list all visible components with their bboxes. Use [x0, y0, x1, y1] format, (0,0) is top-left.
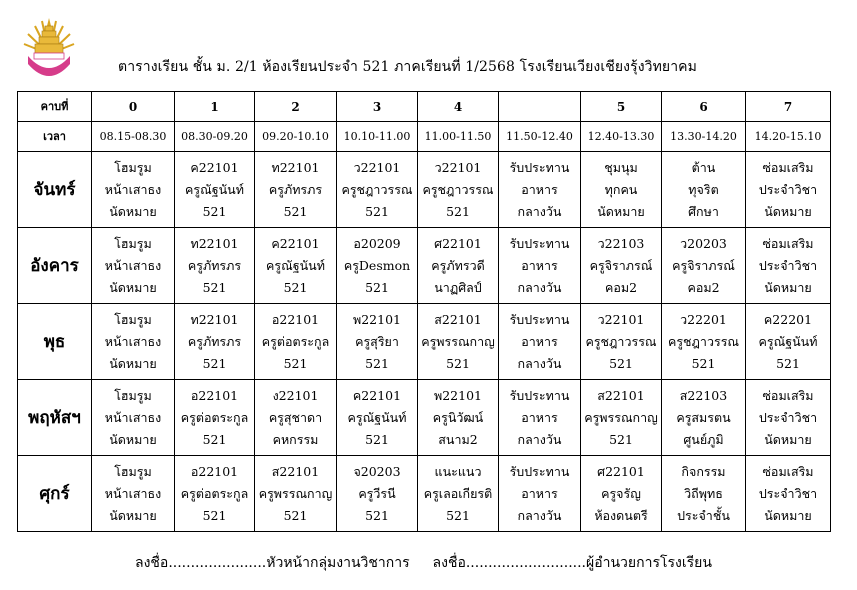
class-cell [499, 152, 581, 228]
class-cell-line: พ22101 [352, 311, 401, 327]
class-cell-line: คอม2 [604, 279, 638, 295]
class-cell-line: 521 [365, 203, 389, 219]
period-time: 11.00-11.50 [418, 122, 499, 152]
class-cell-line: 521 [202, 507, 227, 523]
day-name: ศุกร์ [18, 456, 92, 532]
class-cell-line: ประจำวิชา [758, 257, 818, 273]
class-cell-line: กลางวัน [517, 203, 562, 219]
class-cell-line: 521 [365, 355, 389, 371]
class-cell-line: ครูณัฐนันท์ [758, 333, 818, 349]
class-cell [175, 380, 255, 456]
class-cell-line: ประจำวิชา [758, 409, 818, 425]
class-cell [581, 380, 662, 456]
class-cell-line: ว20203 [680, 235, 727, 251]
class-cell [255, 380, 337, 456]
class-cell [92, 380, 175, 456]
class-cell-line: ต้าน [691, 159, 716, 175]
class-cell-line: ท22101 [190, 311, 239, 327]
class-cell-line: ครูภัทรภร [187, 257, 242, 273]
class-cell-line: ซ่อมเสริม [762, 463, 814, 479]
class-cell-line: กลางวัน [517, 507, 562, 523]
period-time: 11.50-12.40 [499, 122, 581, 152]
class-cell-line: รับประทาน [509, 235, 570, 251]
class-cell-line: โฮมรูม [114, 463, 152, 479]
class-cell [499, 380, 581, 456]
class-cell [92, 456, 175, 532]
class-cell-line: ครูพรรณกาญ [421, 333, 495, 349]
class-cell-line: ครูเลอเกียรติ [423, 485, 493, 501]
period-number: 0 [92, 92, 175, 122]
class-cell-line: 521 [202, 431, 227, 447]
class-cell [746, 380, 831, 456]
class-cell [175, 456, 255, 532]
class-cell-line: ประจำวิชา [758, 485, 818, 501]
class-cell-line: คอม2 [687, 279, 720, 295]
class-cell-line: จ20203 [353, 463, 401, 479]
class-cell-line: ครูจรัญ [601, 485, 641, 501]
class-cell [337, 380, 418, 456]
class-cell-line: ศูนย์ภูมิ [683, 431, 724, 447]
class-cell-line: หน้าเสาธง [104, 409, 162, 425]
period-time: 12.40-13.30 [581, 122, 662, 152]
class-cell-line: คหกรรม [272, 431, 319, 447]
class-cell-line: 521 [446, 355, 470, 371]
class-cell [499, 304, 581, 380]
period-number: 2 [255, 92, 337, 122]
period-label: คาบที่ [18, 92, 92, 122]
class-cell-line: กลางวัน [517, 279, 562, 295]
period-time: 10.10-11.00 [337, 122, 418, 152]
class-cell [581, 456, 662, 532]
signature-area [135, 552, 712, 574]
class-cell [175, 152, 255, 228]
class-cell-line: ซ่อมเสริม [762, 159, 814, 175]
class-cell-line: ว22101 [353, 159, 401, 175]
class-cell-line: 521 [283, 355, 308, 371]
class-cell-line: นัดหมาย [109, 355, 157, 371]
class-cell-line: 521 [365, 507, 389, 523]
class-cell-line: นัดหมาย [764, 431, 812, 447]
class-cell-line: ง22101 [272, 387, 319, 403]
class-cell-line: ครูต่อตระกูล [180, 409, 249, 425]
period-number: 6 [662, 92, 746, 122]
class-cell-line: พ22101 [433, 387, 482, 403]
class-cell-line: ท22101 [190, 235, 239, 251]
class-cell-line: ท22101 [271, 159, 320, 175]
class-cell [662, 152, 746, 228]
class-cell-line: ซ่อมเสริม [762, 235, 814, 251]
class-cell-line: ว22101 [597, 311, 645, 327]
class-cell-line: 521 [776, 355, 800, 371]
class-cell-line: นัดหมาย [597, 203, 645, 219]
class-cell-line: ศ22101 [597, 463, 645, 479]
class-cell [499, 456, 581, 532]
class-cell-line: ครูวีรนี [358, 485, 396, 501]
class-cell-line: ครูจิราภรณ์ [589, 257, 653, 273]
class-cell [746, 228, 831, 304]
time-label: เวลา [18, 122, 92, 152]
class-cell [418, 228, 499, 304]
class-cell-line: 521 [202, 279, 227, 295]
class-cell [255, 304, 337, 380]
class-cell [418, 152, 499, 228]
class-cell [746, 456, 831, 532]
class-cell-line: ครูพรรณกาญ [584, 409, 658, 425]
timetable [17, 91, 831, 532]
class-cell [746, 304, 831, 380]
class-cell-line: 521 [446, 507, 470, 523]
day-name: พฤหัสฯ [18, 380, 92, 456]
class-cell [337, 304, 418, 380]
class-cell-line: ศึกษา [688, 203, 719, 219]
class-cell-line: ส22103 [679, 387, 728, 403]
class-cell-line: ชุมนุม [604, 159, 638, 175]
class-cell [662, 456, 746, 532]
class-cell-line: ค22101 [271, 235, 320, 251]
class-cell-line: นัดหมาย [109, 203, 157, 219]
period-time: 08.30-09.20 [175, 122, 255, 152]
class-cell-line: นัดหมาย [109, 431, 157, 447]
class-cell [418, 456, 499, 532]
class-cell-line: ครูชฎาวรรณ [585, 333, 657, 349]
class-cell-line: โฮมรูม [114, 311, 152, 327]
class-cell-line: ครูณัฐนันท์ [266, 257, 325, 273]
class-cell [337, 456, 418, 532]
class-cell-line: นัดหมาย [764, 203, 812, 219]
class-cell [662, 304, 746, 380]
class-cell-line: 521 [365, 279, 389, 295]
period-time: 14.20-15.10 [746, 122, 831, 152]
period-number: 3 [337, 92, 418, 122]
class-cell-line: ค22101 [190, 159, 239, 175]
class-cell-line: ครูภัทรภร [268, 181, 323, 197]
class-cell-line: อ22101 [190, 387, 239, 403]
class-cell-line: รับประทาน [509, 463, 570, 479]
class-cell-line: ครูDesmon [343, 257, 411, 273]
class-cell-line: หน้าเสาธง [104, 181, 162, 197]
class-cell-line: สนาม2 [438, 431, 478, 447]
period-number: 5 [581, 92, 662, 122]
class-cell-line: 521 [283, 507, 308, 523]
period-number [499, 92, 581, 122]
class-cell-line: นัดหมาย [109, 279, 157, 295]
day-row [18, 380, 831, 456]
class-cell-line: ส22101 [434, 311, 482, 327]
class-cell-line: โฮมรูม [114, 159, 152, 175]
period-number: 4 [418, 92, 499, 122]
school-emblem-icon [20, 14, 78, 88]
class-cell [255, 228, 337, 304]
class-cell-line: ห้องดนตรี [594, 507, 648, 523]
class-cell-line: โฮมรูม [114, 235, 152, 251]
day-row [18, 304, 831, 380]
class-cell-line: ครูต่อตระกูล [261, 333, 330, 349]
class-cell-line: อ22101 [190, 463, 239, 479]
class-cell-line: ครูสุชาดา [268, 409, 323, 425]
class-cell-line: กลางวัน [517, 431, 562, 447]
class-cell-line: ส22101 [271, 463, 320, 479]
day-name: อังคาร [18, 228, 92, 304]
class-cell-line: 521 [446, 203, 470, 219]
class-cell-line: ศ22101 [434, 235, 482, 251]
class-cell-line: ครูสมรตน [676, 409, 731, 425]
class-cell-line: ซ่อมเสริม [762, 387, 814, 403]
class-cell-line: รับประทาน [509, 387, 570, 403]
class-cell-line: นัดหมาย [764, 507, 812, 523]
class-cell-line: 521 [202, 203, 227, 219]
class-cell-line: ส22101 [597, 387, 645, 403]
class-cell [662, 380, 746, 456]
class-cell [662, 228, 746, 304]
class-cell-line: อาหาร [521, 409, 558, 425]
signature-academic-head: ลงชื่อ......................หัวหน้ากลุ่มงานวิชาการ [135, 555, 410, 571]
signature-director: ลงชื่อ...........................ผู้อำนวยการโรงเรียน [432, 555, 712, 571]
page-title: ตารางเรียน ชั้น ม. 2/1 ห้องเรียนประจำ 521 ภาคเรียนที่ 1/2568 โรงเรียนเวียงเชียงรุ้งวิทยาคม [118, 59, 697, 75]
class-cell-line: 521 [691, 355, 716, 371]
period-time: 13.30-14.20 [662, 122, 746, 152]
class-cell-line: ทุจริต [688, 181, 719, 197]
class-cell-line: กิจกรรม [681, 463, 726, 479]
period-time: 08.15-08.30 [92, 122, 175, 152]
day-row [18, 456, 831, 532]
class-cell [418, 304, 499, 380]
class-cell-line: ครูภัทรวดี [431, 257, 485, 273]
day-row [18, 152, 831, 228]
period-header-row [18, 92, 831, 122]
class-cell-line: ครูนิวัฒน์ [432, 409, 484, 425]
class-cell [499, 228, 581, 304]
class-cell [255, 456, 337, 532]
class-cell [255, 152, 337, 228]
class-cell-line: 521 [365, 431, 389, 447]
class-cell-line: ค22101 [352, 387, 402, 403]
class-cell-line: ครูพรรณกาญ [258, 485, 333, 501]
class-cell-line: อ20209 [353, 235, 401, 251]
class-cell-line: อาหาร [521, 257, 558, 273]
class-cell-line: ประจำชั้น [677, 507, 730, 523]
class-cell-line: 521 [609, 355, 633, 371]
class-cell-line: กลางวัน [517, 355, 562, 371]
day-name: พุธ [18, 304, 92, 380]
class-cell-line: หน้าเสาธง [104, 257, 162, 273]
period-number: 1 [175, 92, 255, 122]
class-cell-line: รับประทาน [509, 311, 570, 327]
time-header-row [18, 122, 831, 152]
class-cell [581, 228, 662, 304]
day-name: จันทร์ [18, 152, 92, 228]
class-cell [92, 228, 175, 304]
class-cell-line: โฮมรูม [114, 387, 152, 403]
class-cell-line: ค22201 [763, 311, 813, 327]
class-cell-line: อาหาร [521, 485, 558, 501]
class-cell [92, 152, 175, 228]
class-cell-line: ครูภัทรภร [187, 333, 242, 349]
class-cell-line: แนะแนว [434, 463, 482, 479]
class-cell-line: ครูณัฐนันท์ [185, 181, 244, 197]
class-cell-line: ว22201 [680, 311, 727, 327]
class-cell [746, 152, 831, 228]
class-cell-line: 521 [283, 203, 308, 219]
class-cell-line: ว22103 [597, 235, 645, 251]
class-cell [581, 304, 662, 380]
class-cell-line: อ22101 [271, 311, 320, 327]
class-cell-line: ครูชฎาวรรณ [341, 181, 413, 197]
class-cell-line: ว22101 [434, 159, 482, 175]
class-cell-line: ครูต่อตระกูล [180, 485, 249, 501]
class-cell-line: นาฏศิลป์ [434, 279, 482, 295]
class-cell-line: ประจำวิชา [758, 181, 818, 197]
period-number: 7 [746, 92, 831, 122]
class-cell-line: 521 [202, 355, 227, 371]
class-cell-line: ครูสุริยา [355, 333, 399, 349]
class-cell-line: ครูชฎาวรรณ [422, 181, 494, 197]
class-cell [175, 304, 255, 380]
class-cell-line: หน้าเสาธง [104, 485, 162, 501]
class-cell [337, 152, 418, 228]
class-cell [92, 304, 175, 380]
class-cell-line: 521 [609, 431, 633, 447]
class-cell-line: ครูจิราภรณ์ [672, 257, 735, 273]
class-cell-line: ครูณัฐนันท์ [347, 409, 407, 425]
class-cell-line: หน้าเสาธง [104, 333, 162, 349]
day-row [18, 228, 831, 304]
period-time: 09.20-10.10 [255, 122, 337, 152]
class-cell [337, 228, 418, 304]
class-cell-line: นัดหมาย [764, 279, 812, 295]
class-cell-line: นัดหมาย [109, 507, 157, 523]
class-cell-line: วิถีพุทธ [684, 485, 723, 501]
class-cell [581, 152, 662, 228]
class-cell-line: อาหาร [521, 181, 558, 197]
class-cell-line: ทุกคน [604, 181, 638, 197]
class-cell-line: อาหาร [521, 333, 558, 349]
class-cell [175, 228, 255, 304]
class-cell-line: 521 [283, 279, 308, 295]
class-cell-line: รับประทาน [509, 159, 570, 175]
class-cell-line: ครูชฎาวรรณ [667, 333, 739, 349]
class-cell [418, 380, 499, 456]
